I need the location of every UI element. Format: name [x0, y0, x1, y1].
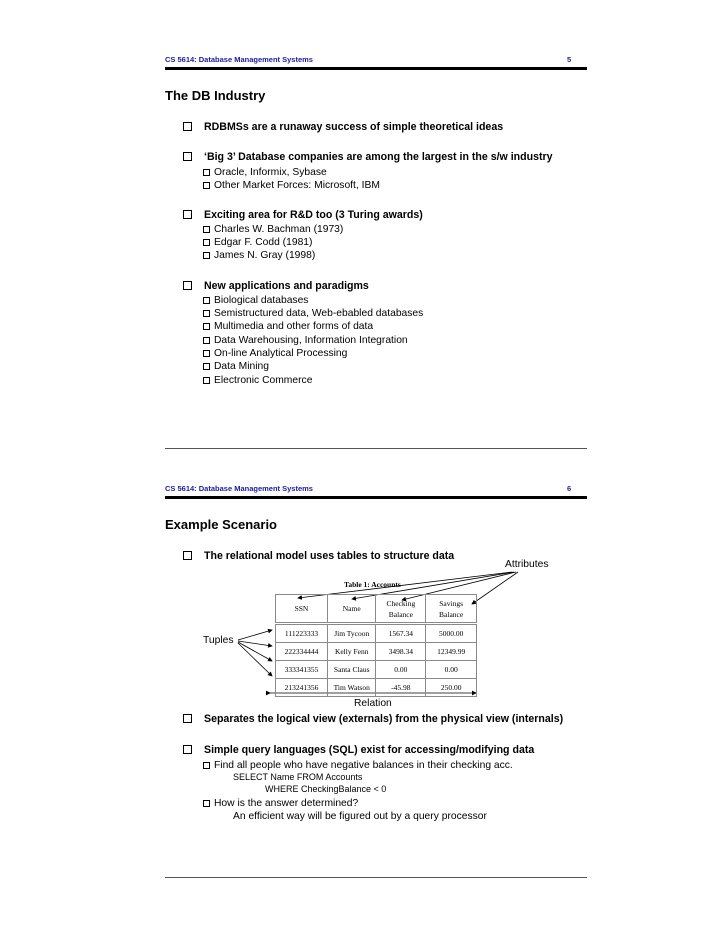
small-square-icon	[203, 762, 210, 769]
attributes-label: Attributes	[505, 559, 549, 570]
slide-title: Example Scenario	[165, 517, 277, 532]
column-header-name: Name	[327, 595, 376, 624]
small-square-icon	[203, 800, 210, 807]
table-caption: Table 1: Accounts	[344, 580, 401, 589]
checkbox-square-icon	[183, 714, 192, 723]
slide-title: The DB Industry	[165, 88, 266, 103]
table-row: 333341355 Santa Claus 0.00 0.00	[276, 661, 477, 679]
column-header-checking: Checking Balance	[376, 595, 426, 624]
sql-where-line: WHERE CheckingBalance < 0	[265, 784, 387, 794]
sql-select-line: SELECT Name FROM Accounts	[233, 772, 363, 782]
table-row: 213241356 Tim Watson -45.98 250.00	[276, 679, 477, 697]
column-header-savings: Savings Balance	[426, 595, 477, 624]
relation-label: Relation	[354, 698, 392, 709]
table-row: 111223333 Jim Tycoon 1567.34 5000.00	[276, 624, 477, 643]
checkbox-square-icon	[183, 745, 192, 754]
slide-header-course: CS 5614: Database Management Systems	[165, 484, 313, 493]
tuples-label: Tuples	[203, 635, 234, 646]
slide-bottom-rule	[165, 877, 587, 878]
table-header-row	[276, 595, 477, 624]
accounts-table	[275, 594, 477, 697]
answer-text: An efficient way will be figured out by a query processor	[233, 811, 487, 822]
slide-page-number: 6	[567, 484, 572, 493]
table-row: 222334444 Kelly Fenn 3498.34 12349.99	[276, 643, 477, 661]
column-header-ssn: SSN	[276, 595, 328, 624]
slide-header-course: CS 5614: Database Management Systems	[165, 55, 313, 64]
slide-page-number: 5	[567, 55, 572, 64]
